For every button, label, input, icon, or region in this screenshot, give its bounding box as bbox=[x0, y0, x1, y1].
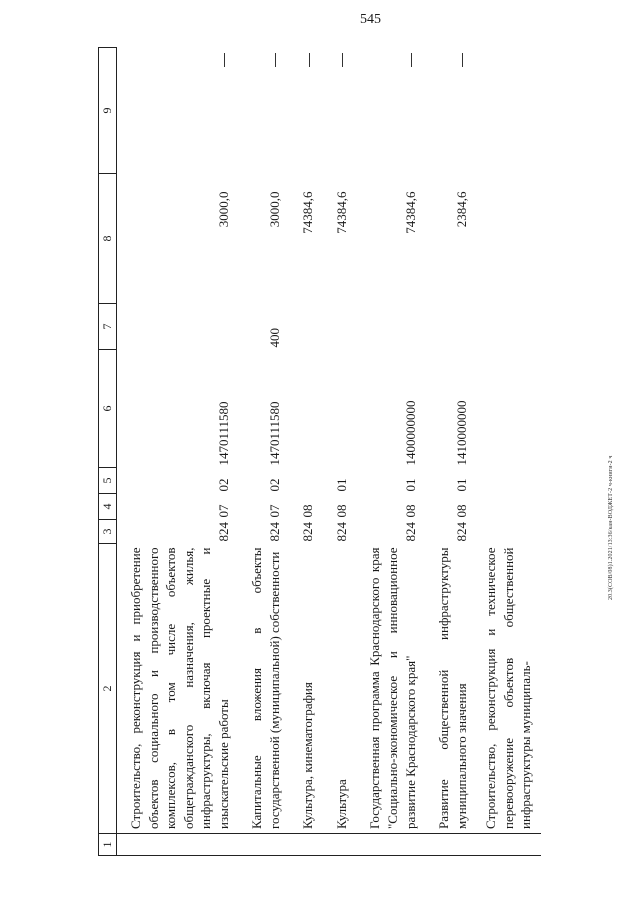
row-index-cell bbox=[289, 834, 323, 856]
column-header: 2 bbox=[99, 544, 117, 834]
row-col9 bbox=[289, 48, 323, 174]
row-code-4: 07 bbox=[266, 504, 282, 518]
row-code-4: 07 bbox=[215, 504, 231, 518]
row-code-3: 824 bbox=[333, 522, 349, 542]
row-code-3: 824 bbox=[215, 522, 231, 542]
row-code-6: 1410000000 bbox=[453, 400, 469, 466]
table-row bbox=[356, 48, 425, 856]
column-header: 8 bbox=[99, 174, 117, 304]
row-code-7 bbox=[425, 304, 476, 350]
row-index-cell bbox=[323, 834, 357, 856]
row-index-cell bbox=[425, 834, 476, 856]
row-code-3: 824 bbox=[453, 522, 469, 542]
row-code-4: 08 bbox=[300, 504, 316, 518]
dash-mark bbox=[342, 54, 343, 68]
row-code-7 bbox=[323, 304, 357, 350]
row-code-5: 01 bbox=[333, 478, 349, 492]
row-index-cell bbox=[238, 834, 289, 856]
row-amount: 74384,6 bbox=[402, 191, 418, 234]
row-code-6: 1400000000 bbox=[402, 400, 418, 466]
column-header: 9 bbox=[99, 48, 117, 174]
row-amount: 3000,0 bbox=[215, 191, 231, 228]
row-name: Развитие общественной инфраструктуры муниципального значения bbox=[436, 547, 469, 829]
row-code-5: 02 bbox=[215, 478, 231, 492]
row-code-4: 08 bbox=[453, 504, 469, 518]
page-number: 545 bbox=[360, 12, 381, 27]
row-code-7 bbox=[117, 304, 239, 350]
row-code-6: 1470111580 bbox=[266, 401, 282, 466]
table-row bbox=[238, 48, 289, 856]
dash-mark bbox=[224, 54, 225, 68]
row-name: Строительство, реконструкция и приобретение объектов социального и производственного комплексов, в том числе объектов общегражданского назначения, жилья, инфраструктуры, включая проектные и изыскательские работы bbox=[128, 547, 231, 829]
row-code-6: 1470111580 bbox=[215, 401, 231, 466]
row-col9 bbox=[356, 48, 425, 174]
row-amount: 3000,0 bbox=[266, 191, 282, 228]
row-code-4 bbox=[476, 494, 541, 520]
row-col9 bbox=[238, 48, 289, 174]
table-row bbox=[117, 48, 239, 856]
row-code-6 bbox=[289, 350, 323, 468]
row-code-3 bbox=[476, 520, 541, 544]
footer-code: 20.3(СОВ/08)1.2021/13:36/кан-ВОДЖЕТ-2 ч-книги-2 ч bbox=[608, 455, 614, 600]
dash-mark bbox=[411, 54, 412, 68]
row-code-7 bbox=[356, 304, 425, 350]
row-code-7 bbox=[289, 304, 323, 350]
row-code-4: 08 bbox=[333, 504, 349, 518]
row-amount: 74384,6 bbox=[300, 191, 316, 234]
column-header: 5 bbox=[99, 468, 117, 494]
row-index-cell bbox=[356, 834, 425, 856]
row-name: Капитальные вложения в объекты государственной (муниципальной) собственности bbox=[249, 547, 282, 829]
row-amount bbox=[476, 174, 541, 304]
column-header: 4 bbox=[99, 494, 117, 520]
table-header-row bbox=[99, 48, 117, 856]
row-code-6 bbox=[476, 350, 541, 468]
row-code-5 bbox=[476, 468, 541, 494]
dash-mark bbox=[275, 54, 276, 68]
budget-table bbox=[98, 47, 541, 856]
column-header: 1 bbox=[99, 834, 117, 856]
row-code-5: 01 bbox=[402, 478, 418, 492]
row-code-3: 824 bbox=[266, 522, 282, 542]
row-col9 bbox=[476, 48, 541, 174]
row-amount: 2384,6 bbox=[453, 191, 469, 228]
table-row bbox=[323, 48, 357, 856]
row-index-cell bbox=[476, 834, 541, 856]
row-name: Культура bbox=[333, 779, 349, 829]
column-header: 3 bbox=[99, 520, 117, 544]
column-header: 6 bbox=[99, 350, 117, 468]
table-row bbox=[425, 48, 476, 856]
table-row bbox=[289, 48, 323, 856]
column-header: 7 bbox=[99, 304, 117, 350]
row-code-5: 02 bbox=[266, 478, 282, 492]
row-code-6 bbox=[323, 350, 357, 468]
row-code-3: 824 bbox=[402, 522, 418, 542]
row-code-4: 08 bbox=[402, 504, 418, 518]
rotated-table-container bbox=[98, 48, 586, 856]
row-code-7 bbox=[476, 304, 541, 350]
row-code-3: 824 bbox=[300, 522, 316, 542]
row-code-7: 400 bbox=[266, 328, 282, 348]
row-col9 bbox=[323, 48, 357, 174]
dash-mark bbox=[309, 54, 310, 68]
row-name: Государственная программа Краснодарского края "Социально-экономическое и инновационное развитие Краснодарского края" bbox=[367, 547, 418, 829]
row-amount: 74384,6 bbox=[333, 191, 349, 234]
row-index-cell bbox=[117, 834, 239, 856]
row-name: Культура, кинематография bbox=[300, 682, 316, 829]
row-code-5 bbox=[289, 468, 323, 494]
row-col9 bbox=[117, 48, 239, 174]
row-col9 bbox=[425, 48, 476, 174]
dash-mark bbox=[462, 54, 463, 68]
table-row bbox=[476, 48, 541, 856]
row-code-5: 01 bbox=[453, 478, 469, 492]
row-name: Строительство, реконструкция и техническое перевооружение объектов общественной инфраструктуры муниципаль- bbox=[483, 547, 534, 829]
